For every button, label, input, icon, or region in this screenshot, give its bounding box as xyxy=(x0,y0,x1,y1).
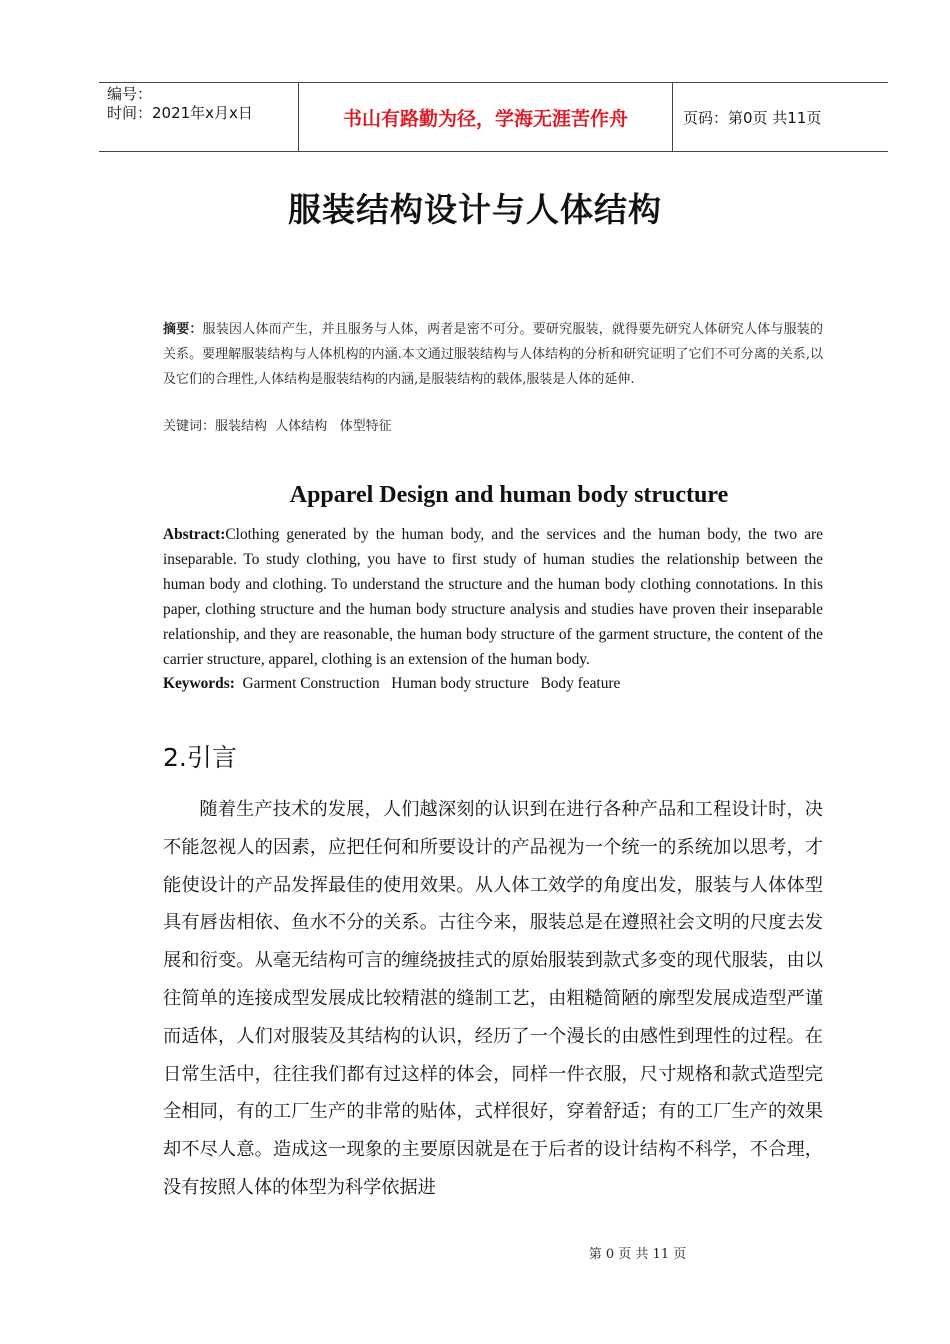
header-motto-cell xyxy=(299,83,673,151)
page-footer: 第 0 页 共 11 页 xyxy=(588,1247,687,1262)
header-page-cell xyxy=(673,83,888,151)
page-info: 页码：第0页 共11页 xyxy=(683,108,822,127)
chinese-abstract xyxy=(163,317,823,392)
english-abstract xyxy=(163,522,823,672)
document-title: 服装结构设计与人体结构 xyxy=(288,190,662,229)
header-table xyxy=(99,82,888,152)
body-paragraph: 随着生产技术的发展，人们越深刻的认识到在进行各种产品和工程设计时，决不能忽视人的因素，应把任何和所要设计的产品视为一个统一的系统加以思考，才能使设计的产品发挥最佳的使用效果。从人体工效学的角度出发，服装与人体体型具有唇齿相依、鱼水不分的关系。古往今来，服装总是在遵照社会文明的尺度去发展和衍变。从毫无结构可言的缠绕披挂式的原始服装到款式多变的现代服装，由以往简单的连接成型发展成比较精湛的缝制工艺，由粗糙简陋的廓型发展成造型严谨而适体，人们对服装及其结构的认识，经历了一个漫长的由感性到理性的过程。在日常生活中，往往我们都有过这样的体会，同样一件衣服，尺寸规格和款式造型完全相同，有的工厂生产的非常的贴体，式样很好，穿着舒适；有的工厂生产的效果却不尽人意。造成这一现象的主要原因就是在于后者的设计结构不科学，不合理，没有按照人体的体型为科学依据进 xyxy=(163,799,823,1198)
motto-text: 书山有路勤为径，学海无涯苦作舟 xyxy=(342,107,628,130)
section-heading: 2.引言 xyxy=(163,743,237,772)
serial-label: 编号： xyxy=(107,85,153,103)
english-keywords xyxy=(163,671,823,696)
english-title: Apparel Design and human body structure xyxy=(289,482,729,508)
chinese-keywords: 关键词：服装结构 人体结构 体型特征 xyxy=(163,419,392,434)
english-keywords-label: Keywords: xyxy=(163,675,235,692)
chinese-abstract-label: 摘要： xyxy=(163,322,203,337)
chinese-abstract-text: 服装因人体而产生，并且服务与人体，两者是密不可分。要研究服装，就得要先研究人体研究人体与服装的关系。要理解服装结构与人体机构的内涵.本文通过服装结构与人体结构的分析和研究证明了它们不可分离的关系,以及它们的合理性,人体结构是服装结构的内涵,是服装结构的载体,服装是人体的延伸. xyxy=(163,322,823,387)
header-meta-cell xyxy=(99,83,299,151)
english-abstract-text: Clothing generated by the human body, and the services and the human body, the two are inseparable. To study clothing, you have to first study of human studies the relationship between the human body and clothing. To understand the structure and the human body clothing connotations. In this paper, clothing structure and the human body structure analysis and studies have proven their inseparable relationship, and they are reasonable, the human body structure of the garment structure, the content of the carrier structure, apparel, clothing is an extension of the human body. xyxy=(163,526,823,668)
english-keywords-text: Garment Construction Human body structure Body feature xyxy=(234,675,621,692)
time-label: 时间：2021年x月x日 xyxy=(107,104,253,122)
english-abstract-label: Abstract: xyxy=(163,526,226,543)
